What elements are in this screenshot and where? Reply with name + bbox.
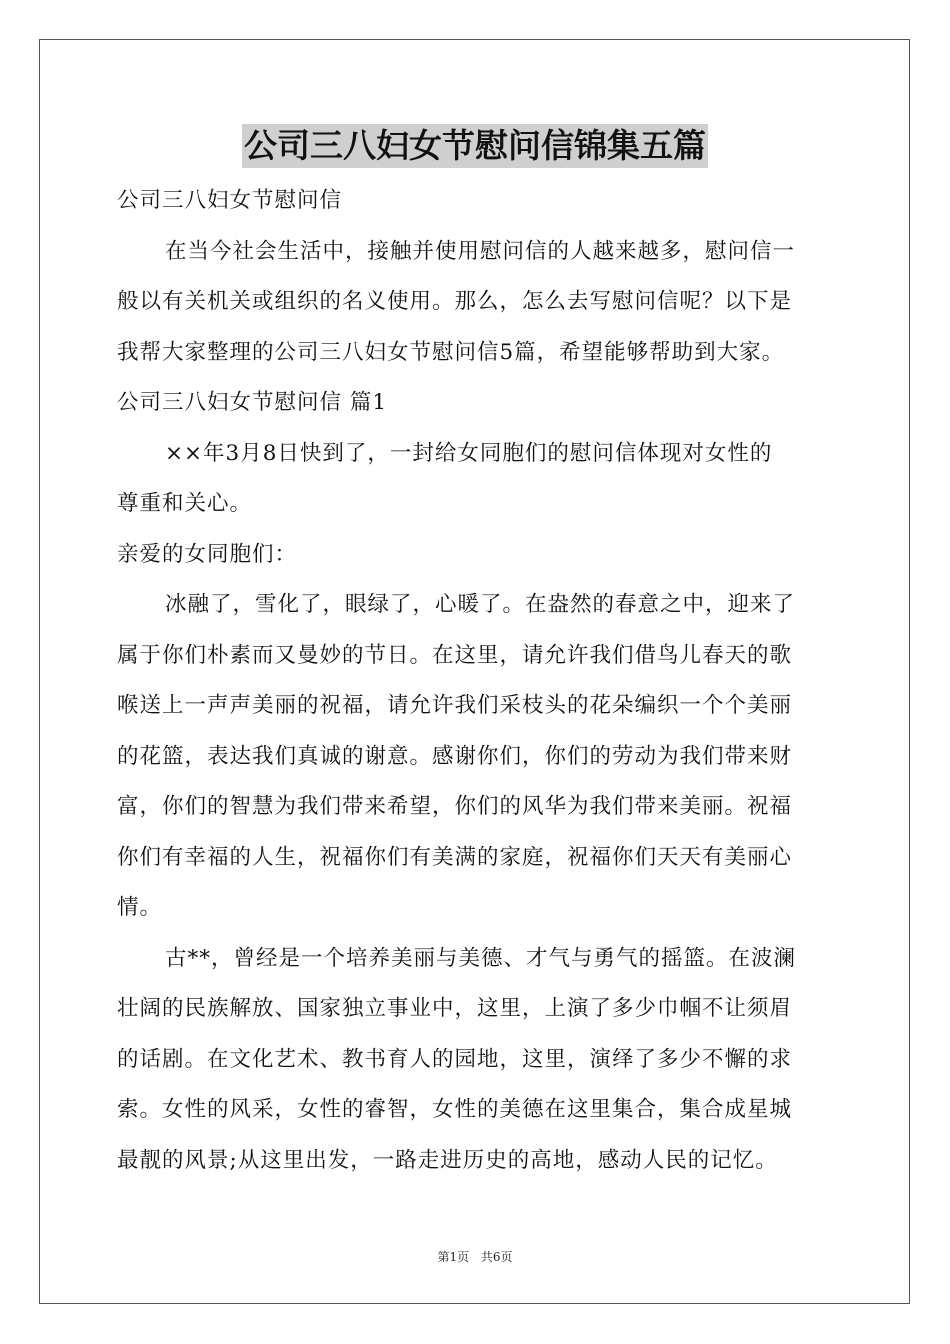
text-line: 般以有关机关或组织的名义使用。那么，怎么去写慰问信呢？以下是 <box>117 289 793 314</box>
text-line: 最靓的风景;从这里出发，一路走进历史的高地，感动人民的记忆。 <box>117 1147 778 1173</box>
page-number: 第1页 <box>437 1250 470 1264</box>
text-line: 我帮大家整理的公司三八妇女节慰问信5篇，希望能够帮助到大家。 <box>117 339 785 365</box>
page-footer <box>0 1248 950 1265</box>
page-total: 共6页 <box>480 1250 513 1264</box>
text-line: 的花篮，表达我们真诚的谢意。感谢你们，你们的劳动为我们带来财 <box>117 743 793 769</box>
text-line: 冰融了，雪化了，眼绿了，心暖了。在盎然的春意之中，迎来了 <box>165 592 796 617</box>
text-line: 公司三八妇女节慰问信 篇1 <box>117 390 388 415</box>
text-line: 在当今社会生活中，接触并使用慰问信的人越来越多，慰问信一 <box>165 238 796 264</box>
text-line: 亲爱的女同胞们： <box>117 541 298 567</box>
text-line: ××年3月8日快到了，一封给女同胞们的慰问信体现对女性的 <box>165 440 773 466</box>
text-line: 古**，曾经是一个培养美丽与美德、才气与勇气的摇篮。在波澜 <box>165 945 797 971</box>
document-title: 公司三八妇女节慰问信锦集五篇 <box>242 124 708 168</box>
text-line: 富，你们的智慧为我们带来希望，你们的风华为我们带来美丽。祝福 <box>117 794 793 819</box>
body-text <box>117 176 837 1186</box>
text-line: 壮阔的民族解放、国家独立事业中，这里，上演了多少巾帼不让须眉 <box>117 996 793 1021</box>
text-line: 尊重和关心。 <box>117 491 253 516</box>
text-line: 公司三八妇女节慰问信 <box>117 188 343 213</box>
title-container <box>0 124 950 168</box>
text-line: 喉送上一声声美丽的祝福，请允许我们采枝头的花朵编织一个个美丽 <box>117 693 793 718</box>
text-line: 情。 <box>117 895 163 920</box>
text-line: 属于你们朴素而又曼妙的节日。在这里，请允许我们借鸟儿春天的歌 <box>117 642 793 668</box>
text-line: 你们有幸福的人生，祝福你们有美满的家庭，祝福你们天天有美丽心 <box>117 844 793 870</box>
text-line: 的话剧。在文化艺术、教书育人的园地，这里，演绎了多少不懈的求 <box>117 1046 793 1072</box>
text-line: 索。女性的风采，女性的睿智，女性的美德在这里集合，集合成星城 <box>117 1097 793 1122</box>
